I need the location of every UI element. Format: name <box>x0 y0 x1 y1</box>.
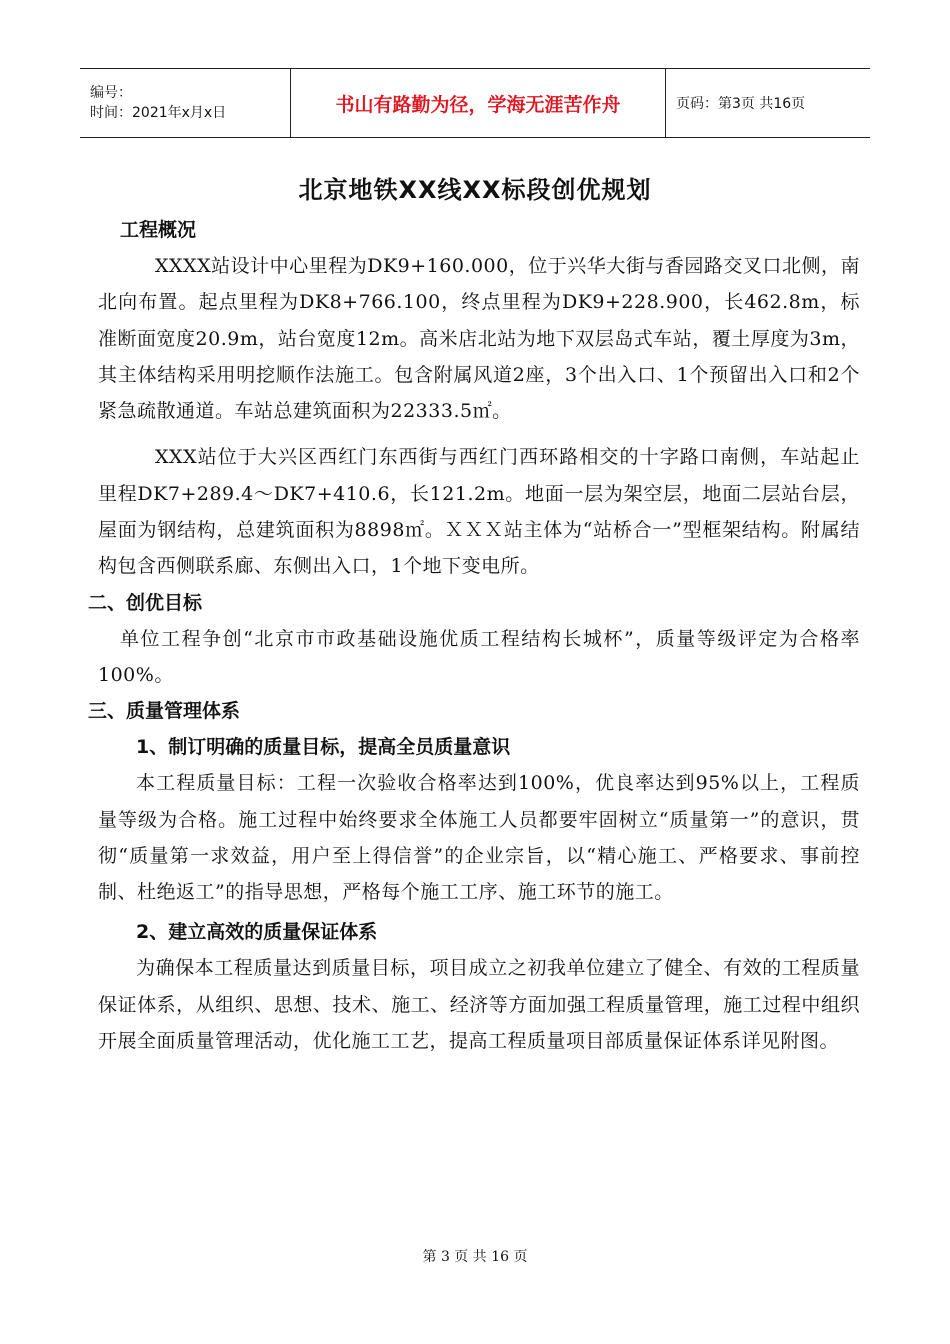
paragraph-station-1: XXXX站设计中心里程为DK9+160.000，位于兴华大街与香园路交叉口北侧，南北向布置。起点里程为DK8+766.100，终点里程为DK9+228.900，长462.8m，标准断面宽度20.9m，站台宽度12m。高米店北站为地下双层岛式车站，覆土厚度为3m，其主体结构采用明挖顺作法施工。包含附属风道2座，3个出入口、1个预留出入口和2个紧急疏散通道。车站总建筑面积为22333.5㎡。 <box>98 255 860 423</box>
header-meta <box>80 69 291 137</box>
section-heading-quality-system: 三、质量管理体系 <box>88 700 241 723</box>
paragraph-goal: 单位工程争创“北京市市政基础设施优质工程结构长城杯”，质量等级评定为合格率100%。 <box>98 627 860 686</box>
section-heading-overview: 工程概况 <box>120 219 197 241</box>
page-header <box>80 68 870 138</box>
doc-number-label: 编号： <box>90 85 132 101</box>
header-motto: 书山有路勤为径，学海无涯苦作舟 <box>291 69 666 137</box>
document-body <box>88 212 860 1059</box>
subsection-heading-quality-goal: 1、制订明确的质量目标，提高全员质量意识 <box>136 736 511 759</box>
subsection-heading-quality-assurance: 2、建立高效的质量保证体系 <box>136 921 378 944</box>
paragraph-station-2: XXX站位于大兴区西红门东西街与西红门西环路相交的十字路口南侧，车站起止里程DK7+289.4～DK7+410.6，长121.2m。地面一层为架空层，地面二层站台层，屋面为钢结构，总建筑面积为8898㎡。ＸＸＸ站主体为“站桥合一”型框架结构。附属结构包含西侧联系廊、东侧出入口，1个地下变电所。 <box>98 446 860 578</box>
page-footer: 第 3 页 共 16 页 <box>422 1249 528 1265</box>
header-page-info: 页码：第3页 共16页 <box>676 96 806 112</box>
doc-date: 时间：2021年x月x日 <box>90 105 227 121</box>
document-title: 北京地铁XX线XX标段创优规划 <box>298 176 652 204</box>
section-heading-goal: 二、创优目标 <box>88 591 203 614</box>
paragraph-quality-assurance: 为确保本工程质量达到质量目标，项目成立之初我单位建立了健全、有效的工程质量保证体系，从组织、思想、技术、施工、经济等方面加强工程质量管理，施工过程中组织开展全面质量管理活动，优化施工工艺，提高工程质量项目部质量保证体系详见附图。 <box>98 957 860 1053</box>
paragraph-quality-goal: 本工程质量目标：工程一次验收合格率达到100%，优良率达到95%以上，工程质量等级为合格。施工过程中始终要求全体施工人员都要牢固树立“质量第一”的意识，贯彻“质量第一求效益，用户至上得信誉”的企业宗旨，以“精心施工、严格要求、事前控制、杜绝返工”的指导思想，严格每个施工工序、施工环节的施工。 <box>98 772 860 904</box>
